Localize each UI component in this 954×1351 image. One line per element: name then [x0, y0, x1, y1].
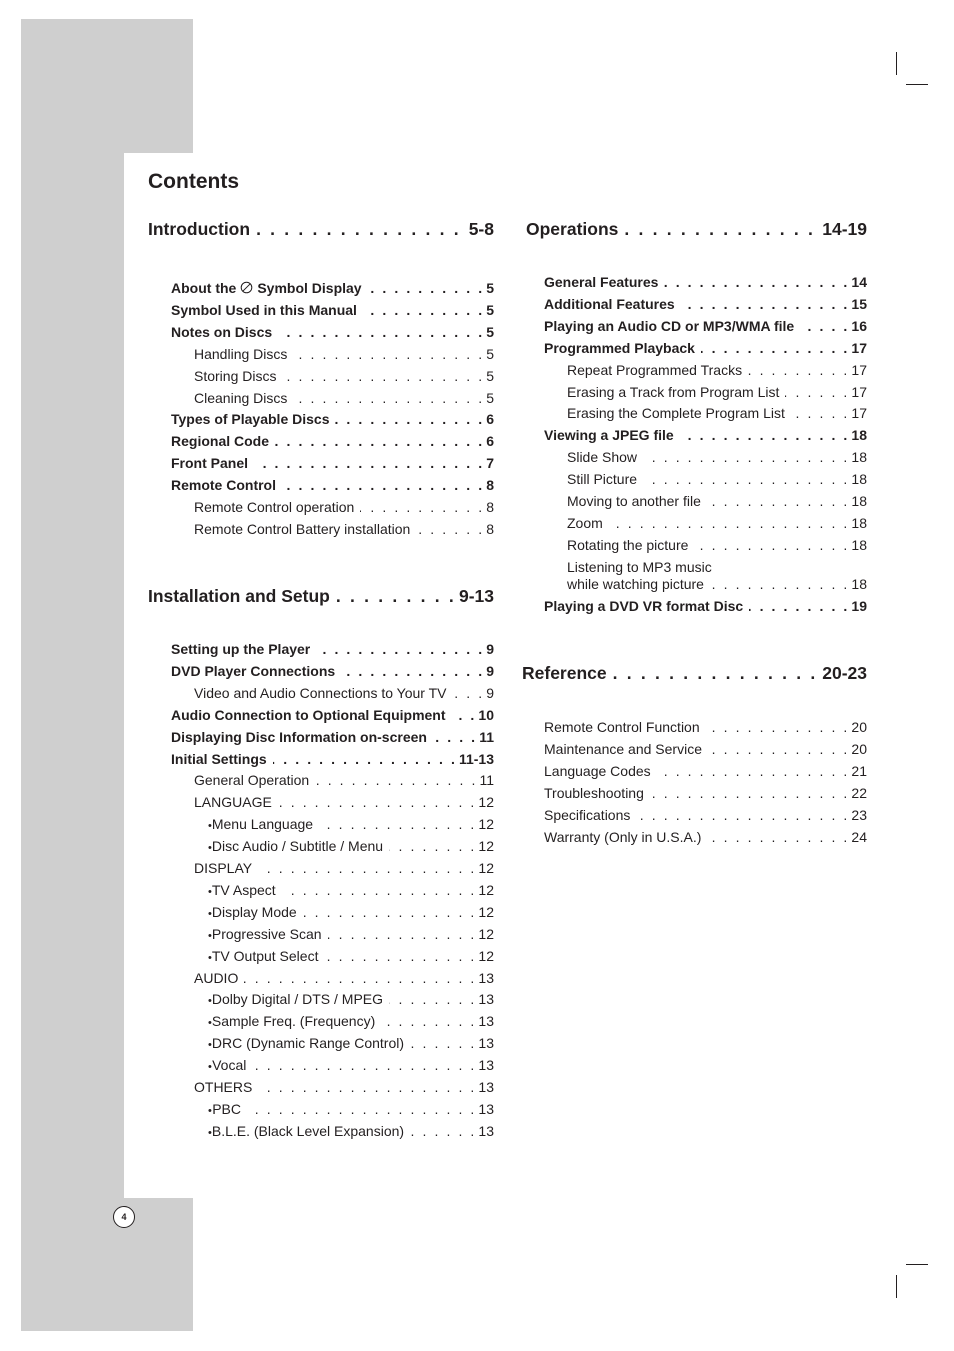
toc-entry-page: 5 — [486, 389, 494, 406]
toc-entry[interactable] — [544, 537, 867, 557]
toc-entry-page: 18 — [851, 575, 867, 592]
toc-entry[interactable] — [171, 499, 494, 519]
toc-entry[interactable] — [544, 785, 867, 805]
toc-entry-label: Remote Control Function — [544, 719, 700, 735]
toc-entry-label: Specifications — [544, 806, 631, 823]
invalid-symbol-icon — [240, 281, 253, 294]
leader-dots — [293, 346, 484, 362]
leader-dots — [316, 641, 484, 657]
toc-entry[interactable] — [544, 829, 867, 849]
section-title: Installation and Setup — [148, 586, 330, 606]
leader-dots — [636, 807, 849, 823]
leader-dots — [389, 991, 476, 1007]
toc-entry-page: 5 — [486, 367, 494, 384]
toc-entry-page: 5 — [486, 280, 494, 296]
toc-entry-page: 24 — [851, 828, 867, 845]
bullet-icon: • — [208, 885, 212, 898]
toc-entry-page: 13 — [478, 1035, 494, 1052]
toc-entry[interactable] — [171, 882, 494, 902]
leader-dots — [643, 449, 849, 465]
leader-dots — [273, 751, 457, 767]
toc-entry-label: Remote Control operation — [194, 499, 355, 515]
toc-entry-page: 11-13 — [458, 750, 494, 767]
toc-entry-page: 5 — [486, 345, 494, 362]
toc-entry[interactable] — [544, 318, 867, 338]
section-title: Introduction — [148, 219, 251, 239]
toc-entry-label: DVD Player Connections — [171, 662, 336, 679]
bullet-icon: • — [208, 951, 212, 964]
crop-mark — [906, 1264, 928, 1265]
toc-entry-page: 13 — [478, 1079, 494, 1095]
toc-entry[interactable] — [171, 346, 494, 366]
toc-entry-label: Viewing a JPEG file — [544, 427, 674, 444]
toc-entry-label: Regional Code — [171, 433, 270, 450]
leader-dots — [433, 729, 477, 745]
leader-dots — [278, 794, 477, 810]
toc-entry[interactable] — [171, 302, 494, 322]
toc-entry-page: 13 — [478, 969, 494, 986]
toc-entry-label: Sample Freq. (Frequency) — [211, 1013, 376, 1030]
toc-entry-label: Progressive Scan — [211, 925, 322, 942]
toc-entry-label: B.L.E. (Black Level Expansion) — [211, 1122, 405, 1139]
toc-entry[interactable] — [171, 904, 494, 924]
toc-entry[interactable] — [544, 576, 867, 596]
toc-entry[interactable] — [171, 368, 494, 388]
toc-entry-page: 17 — [851, 383, 867, 400]
toc-entry-page: 14 — [851, 274, 867, 290]
toc-entry-label: Cleaning Discs — [194, 389, 288, 406]
toc-entry-label — [171, 280, 362, 296]
section-pages: 14-19 — [822, 219, 867, 239]
toc-entry-label: General Features — [544, 274, 659, 290]
toc-entry[interactable] — [171, 751, 494, 771]
toc-entry-label: Vocal — [212, 1057, 247, 1074]
toc-entry-page: 9 — [486, 641, 494, 657]
toc-entry-page: 17 — [851, 339, 867, 356]
toc-entry[interactable] — [171, 477, 494, 497]
leader-dots — [303, 904, 477, 920]
leader-dots — [381, 1013, 476, 1029]
grey-margin-top — [21, 19, 193, 153]
toc-entry-page: 11 — [479, 728, 494, 745]
toc-entry-page: 18 — [851, 449, 867, 466]
bullet-icon: • — [208, 1061, 212, 1074]
toc-entry[interactable] — [171, 324, 494, 344]
leader-dots — [341, 663, 484, 679]
leader-dots — [708, 741, 849, 757]
toc-entry[interactable] — [171, 390, 494, 410]
leader-dots — [664, 274, 849, 290]
toc-entry-label: Notes on Discs — [171, 323, 273, 340]
toc-entry[interactable] — [171, 1013, 494, 1033]
leader-dots — [785, 384, 849, 400]
toc-entry-label: Warranty (Only in U.S.A.) — [544, 828, 702, 845]
leader-dots — [389, 838, 476, 854]
toc-entry[interactable] — [171, 1123, 494, 1143]
toc-entry-label: Menu Language — [211, 816, 314, 833]
toc-entry-page: 15 — [851, 295, 867, 312]
leader-dots — [282, 477, 484, 493]
toc-entry[interactable] — [544, 807, 867, 827]
leader-dots — [624, 219, 818, 240]
toc-entry-label: Display Mode — [211, 903, 297, 920]
toc-entry-page: 10 — [478, 706, 494, 723]
toc-entry-label: General Operation — [194, 772, 310, 789]
toc-entry[interactable] — [171, 794, 494, 814]
leader-dots — [360, 499, 484, 515]
toc-entry[interactable] — [171, 816, 494, 836]
toc-entry-page: 13 — [478, 1122, 494, 1139]
leader-dots — [293, 390, 484, 406]
toc-entry-label: Remote Control — [171, 477, 276, 494]
leader-dots — [258, 1079, 476, 1095]
toc-entry-page: 20 — [851, 740, 867, 757]
toc-entry-page: 9 — [486, 684, 494, 701]
toc-entry-page: 18 — [851, 427, 867, 444]
leader-dots — [748, 362, 849, 378]
toc-entry[interactable] — [171, 685, 494, 705]
toc-entry-label: LANGUAGE — [194, 794, 272, 811]
toc-entry[interactable] — [171, 970, 494, 990]
leader-dots — [247, 1101, 476, 1117]
toc-entry-page: 6 — [486, 411, 494, 428]
toc-entry-page: 20 — [851, 719, 867, 735]
leader-dots — [706, 719, 850, 735]
leader-dots — [707, 829, 849, 845]
toc-entry[interactable] — [544, 340, 867, 360]
bullet-icon: • — [208, 995, 212, 1008]
toc-entry-label: OTHERS — [194, 1079, 253, 1095]
toc-entry-label: Disc Audio / Subtitle / Menu — [211, 838, 384, 855]
toc-entry-page: 9 — [486, 662, 494, 679]
toc-entry[interactable] — [171, 1101, 494, 1121]
leader-dots — [680, 427, 850, 443]
toc-entry-label: Erasing the Complete Program List — [567, 405, 785, 422]
section-title: Reference — [522, 663, 607, 683]
leader-dots — [410, 1123, 476, 1139]
leader-dots — [252, 1057, 476, 1073]
toc-entry-label: Handling Discs — [194, 345, 288, 362]
toc-entry[interactable] — [171, 707, 494, 727]
leader-dots — [335, 411, 484, 427]
leader-dots — [275, 433, 484, 449]
toc-entry-page: 13 — [478, 1013, 494, 1030]
toc-entry-page: 13 — [478, 991, 494, 1008]
bullet-icon: • — [208, 929, 212, 942]
toc-entry[interactable] — [544, 274, 867, 294]
toc-entry-label: Audio Connection to Optional Equipment — [171, 706, 446, 723]
toc-entry-label: Symbol Used in this Manual — [171, 301, 357, 318]
toc-entry[interactable] — [544, 449, 867, 469]
toc-entry[interactable] — [544, 362, 867, 382]
toc-entry-page: 12 — [478, 838, 494, 855]
toc-entry-label: Language Codes — [544, 762, 651, 779]
leader-dots — [681, 296, 850, 312]
toc-entry-page: 12 — [478, 794, 494, 811]
leader-dots — [657, 763, 850, 779]
toc-entry-page: 8 — [486, 520, 494, 537]
leader-dots — [328, 926, 477, 942]
toc-entry-page: 8 — [486, 499, 494, 515]
toc-entry-page: 22 — [851, 784, 867, 801]
toc-entry[interactable] — [544, 384, 867, 404]
leader-dots — [452, 685, 484, 701]
toc-entry-label: Erasing a Track from Program List — [567, 383, 780, 400]
toc-entry-label: TV Output Select — [211, 947, 319, 964]
leader-dots — [416, 521, 484, 537]
toc-entry-label: Slide Show — [567, 449, 638, 466]
toc-entry-page: 7 — [486, 455, 494, 472]
toc-entry[interactable] — [171, 838, 494, 858]
toc-entry[interactable] — [171, 433, 494, 453]
toc-entry[interactable] — [544, 296, 867, 316]
leader-dots — [694, 537, 849, 553]
toc-entry[interactable] — [544, 427, 867, 447]
toc-entry-page: 17 — [851, 405, 867, 422]
toc-entry[interactable] — [171, 521, 494, 541]
toc-entry-label: Rotating the picture — [567, 536, 689, 553]
toc-entry-page: 19 — [851, 597, 867, 614]
label-part: Symbol Display — [257, 280, 362, 296]
page-number: 4 — [113, 1206, 135, 1228]
toc-entry[interactable] — [544, 493, 867, 513]
leader-dots — [319, 816, 476, 832]
toc-entry-page: 12 — [478, 903, 494, 920]
toc-entry-label: DISPLAY — [194, 860, 253, 876]
leader-dots — [707, 493, 850, 509]
crop-mark — [896, 1275, 897, 1298]
leader-dots — [315, 772, 477, 788]
toc-entry-page: 23 — [851, 806, 867, 823]
toc-entry-page: 17 — [851, 361, 867, 378]
toc-entry-page: 12 — [478, 881, 494, 898]
toc-entry[interactable] — [171, 1079, 494, 1099]
toc-entry[interactable] — [171, 860, 494, 880]
toc-entry[interactable] — [171, 411, 494, 431]
toc-entry-page: 12 — [478, 925, 494, 942]
toc-entry[interactable] — [544, 719, 867, 739]
leader-dots — [613, 663, 819, 684]
leader-dots — [609, 515, 850, 531]
leader-dots — [650, 785, 850, 801]
leader-dots — [791, 405, 850, 421]
toc-entry[interactable] — [171, 926, 494, 946]
toc-entry-label: Still Picture — [567, 471, 638, 488]
leader-dots — [336, 586, 455, 607]
toc-entry-page: 5 — [486, 301, 494, 318]
leader-dots — [244, 970, 476, 986]
toc-entry-label: Remote Control Battery installation — [194, 520, 411, 537]
leader-dots — [258, 860, 476, 876]
toc-entry[interactable] — [171, 772, 494, 792]
toc-entry-page: 18 — [851, 471, 867, 488]
toc-entry-label: DRC (Dynamic Range Control) — [211, 1035, 405, 1052]
toc-entry-label: TV Aspect — [211, 881, 276, 898]
toc-entry[interactable] — [171, 663, 494, 683]
toc-entry[interactable] — [171, 991, 494, 1011]
toc-entry-label: Dolby Digital / DTS / MPEG — [211, 991, 384, 1008]
leader-dots — [363, 302, 484, 318]
toc-entry-label: Front Panel — [171, 455, 249, 472]
grey-margin-bottom — [21, 1198, 193, 1331]
toc-entry-label: Maintenance and Service — [544, 740, 702, 757]
section-pages: 9-13 — [458, 586, 494, 606]
toc-entry-label: AUDIO — [194, 969, 239, 986]
toc-entry[interactable] — [544, 598, 867, 618]
toc-entry-label: Repeat Programmed Tracks — [567, 361, 743, 378]
leader-dots — [410, 1035, 476, 1051]
leader-dots — [701, 340, 849, 356]
bullet-icon: • — [208, 1017, 212, 1030]
toc-entry[interactable] — [171, 1035, 494, 1055]
label-part: About the — [171, 280, 237, 296]
toc-entry-page: 5 — [486, 323, 494, 340]
toc-entry-label: Setting up the Player — [171, 641, 311, 657]
toc-entry-page: 21 — [851, 762, 867, 779]
crop-mark — [896, 52, 897, 75]
section-pages: 5-8 — [468, 219, 494, 239]
leader-dots — [282, 368, 484, 384]
toc-entry-label: while watching picture — [567, 575, 704, 592]
toc-entry-label: Playing an Audio CD or MP3/WMA file — [544, 317, 795, 334]
toc-entry[interactable] — [171, 280, 494, 300]
bullet-icon: • — [208, 1104, 212, 1117]
toc-entry[interactable] — [544, 515, 867, 535]
toc-entry-page: 18 — [851, 536, 867, 553]
toc-entry-page: 16 — [851, 317, 867, 334]
leader-dots — [368, 280, 485, 296]
section-pages: 20-23 — [822, 663, 867, 683]
page-title: Contents — [148, 170, 239, 193]
leader-dots — [643, 471, 849, 487]
bullet-icon: • — [208, 907, 212, 920]
toc-entry[interactable] — [544, 741, 867, 761]
toc-entry-label: Moving to another file — [567, 493, 701, 509]
toc-entry[interactable] — [544, 471, 867, 491]
toc-entry-label: Video and Audio Connections to Your TV — [194, 684, 447, 701]
toc-entry-page: 12 — [478, 947, 494, 964]
bullet-icon: • — [208, 820, 212, 833]
bullet-icon: • — [208, 1039, 212, 1052]
toc-entry-page: 12 — [478, 860, 494, 876]
toc-entry[interactable] — [171, 455, 494, 475]
toc-entry-page: 13 — [478, 1100, 494, 1117]
toc-entry-label: Displaying Disc Information on-screen — [171, 728, 427, 745]
toc-entry-page: 11 — [479, 772, 494, 789]
crop-mark — [906, 84, 928, 85]
leader-dots — [452, 707, 477, 723]
leader-dots — [278, 324, 484, 340]
toc-entry-label: Types of Playable Discs — [171, 411, 330, 428]
toc-entry-label: Troubleshooting — [544, 784, 644, 801]
toc-entry-label: Programmed Playback — [544, 339, 695, 356]
toc-entry-label: Storing Discs — [194, 367, 277, 384]
toc-entry[interactable] — [544, 405, 867, 425]
toc-entry[interactable] — [171, 948, 494, 968]
toc-entry-page: 6 — [486, 433, 494, 450]
leader-dots — [282, 882, 477, 898]
toc-entry-page: 18 — [851, 514, 867, 531]
toc-entry-label: Listening to MP3 music — [567, 558, 712, 575]
section-title: Operations — [526, 219, 619, 239]
toc-entry[interactable] — [171, 729, 494, 749]
toc-entry-page: 8 — [486, 477, 494, 494]
bullet-icon: • — [208, 842, 212, 855]
leader-dots — [710, 576, 849, 592]
toc-entry-page: 13 — [478, 1057, 494, 1074]
toc-entry-label: Playing a DVD VR format Disc — [544, 597, 744, 614]
leader-dots — [256, 219, 465, 240]
leader-dots — [254, 455, 484, 471]
toc-entry-label: Additional Features — [544, 295, 675, 312]
toc-entry[interactable] — [171, 641, 494, 661]
toc-entry-label: Zoom — [567, 514, 603, 531]
toc-entry[interactable] — [171, 1057, 494, 1077]
toc-entry-page: 12 — [478, 816, 494, 833]
leader-dots — [749, 598, 849, 614]
toc-entry-page: 18 — [851, 493, 867, 509]
grey-margin-left — [21, 153, 124, 1198]
bullet-icon: • — [208, 1126, 212, 1139]
leader-dots — [324, 948, 476, 964]
toc-entry[interactable] — [544, 763, 867, 783]
toc-entry-label: PBC — [212, 1100, 241, 1117]
leader-dots — [800, 318, 849, 334]
toc-entry-label: Initial Settings — [171, 750, 267, 767]
